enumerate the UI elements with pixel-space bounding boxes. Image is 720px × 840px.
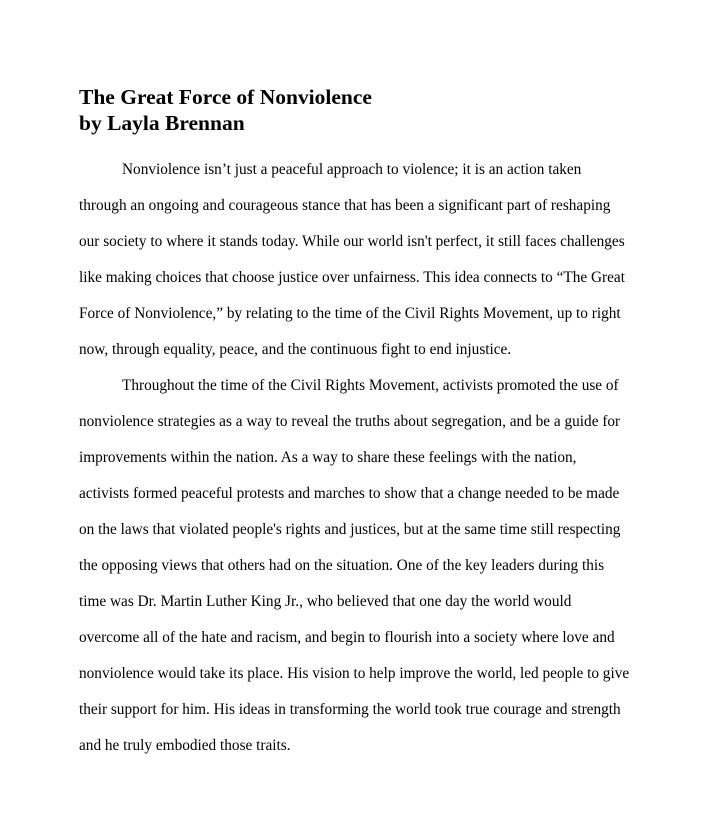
paragraph-line: on the laws that violated people's rights and justices, but at the same time still respecting [79,521,621,538]
paragraph-line: like making choices that choose justice over unfairness. This idea connects to “The Great [79,269,625,286]
paragraph-line: the opposing views that others had on the situation. One of the key leaders during this [79,557,605,574]
paragraph-line: and he truly embodied those traits. [79,737,291,754]
paragraph-line: nonviolence strategies as a way to reveal the truths about segregation, and be a guide for [79,413,621,430]
paragraph-line: Throughout the time of the Civil Rights Movement, activists promoted the use of [122,377,619,394]
paragraph-line: through an ongoing and courageous stance that has been a significant part of reshaping [79,197,611,214]
paragraph-line: our society to where it stands today. While our world isn't perfect, it still faces challenges [79,233,625,250]
document-heading [79,84,372,136]
paragraph-line: improvements within the nation. As a way to share these feelings with the nation, [79,449,577,466]
paragraph-line: activists formed peaceful protests and marches to show that a change needed to be made [79,485,620,502]
paragraph-2 [79,368,649,764]
paragraph-line: time was Dr. Martin Luther King Jr., who believed that one day the world would [79,593,572,610]
paragraph-line: Force of Nonviolence,” by relating to the time of the Civil Rights Movement, up to right [79,305,621,322]
document-byline: by Layla Brennan [79,111,245,135]
paragraph-line: their support for him. His ideas in transforming the world took true courage and strength [79,701,621,718]
paragraph-line: now, through equality, peace, and the continuous fight to end injustice. [79,341,512,358]
paragraph-1 [79,152,649,368]
paragraph-line: nonviolence would take its place. His vision to help improve the world, led people to give [79,665,630,682]
document-body [79,152,649,764]
paragraph-line: overcome all of the hate and racism, and begin to flourish into a society where love and [79,629,615,646]
paragraph-line: Nonviolence isn’t just a peaceful approach to violence; it is an action taken [122,161,582,178]
document-title: The Great Force of Nonviolence [79,85,372,109]
